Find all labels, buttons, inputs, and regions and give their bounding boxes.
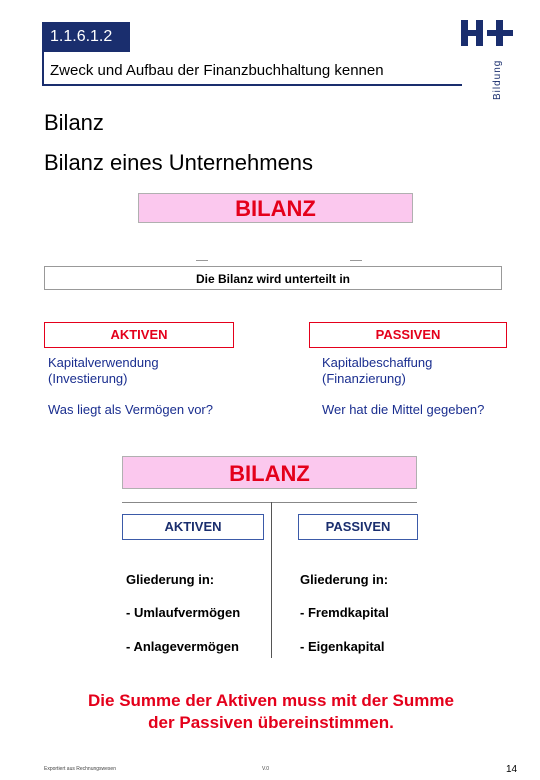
t-account-horizontal-line — [122, 502, 417, 503]
aktiven-desc-line1: Kapitalverwendung — [48, 355, 159, 370]
aktiven-item: Gliederung in: — [126, 572, 215, 587]
passiven-item: - Eigenkapital — [300, 639, 385, 654]
conclusion-line1: Die Summe der Aktiven muss mit der Summe — [88, 691, 454, 710]
aktiven-description — [48, 355, 159, 387]
bilanz-subdivision-bar: Die Bilanz wird unterteilt in — [44, 266, 502, 290]
passiven-description — [322, 355, 432, 387]
bilanz-title-box-2: BILANZ — [122, 456, 417, 489]
aktiven-label-box: AKTIVEN — [44, 322, 234, 348]
bilanz-title-box: BILANZ — [138, 193, 413, 223]
page-number: 14 — [506, 764, 518, 775]
logo-subtext: Bildung — [492, 59, 503, 100]
section-number: 1.1.6.1.2 — [42, 22, 130, 52]
passiven-desc-line1: Kapitalbeschaffung — [322, 355, 433, 370]
h-plus-logo-icon — [458, 18, 518, 48]
aktiven-question: Was liegt als Vermögen vor? — [48, 402, 213, 417]
conclusion-line2: der Passiven übereinstimmen. — [148, 713, 394, 732]
passiven-desc-line2: (Finanzierung) — [322, 371, 406, 386]
heading-bilanz: Bilanz — [44, 110, 104, 135]
footer-version: V.0 — [262, 766, 270, 772]
heading-bilanz-unternehmen: Bilanz eines Unternehmens — [44, 150, 314, 175]
passiven-item: Gliederung in: — [300, 572, 389, 587]
aktiven-item: - Umlaufvermögen — [126, 605, 241, 620]
passiven-question: Wer hat die Mittel gegeben? — [322, 402, 485, 417]
aktiven-label-box-2: AKTIVEN — [122, 514, 264, 540]
aktiven-item: - Anlagevermögen — [126, 639, 239, 654]
passiven-item: - Fremdkapital — [300, 605, 389, 620]
section-subtitle: Zweck und Aufbau der Finanzbuchhaltung kennen — [50, 62, 384, 79]
passiven-label-box: PASSIVEN — [309, 322, 507, 348]
passiven-label-box-2: PASSIVEN — [298, 514, 418, 540]
footer-source: Exportiert aus Rechnungswesen — [44, 766, 116, 772]
t-account-vertical-line — [271, 502, 272, 658]
conclusion-text — [40, 690, 502, 734]
aktiven-desc-line2: (Investierung) — [48, 371, 128, 386]
